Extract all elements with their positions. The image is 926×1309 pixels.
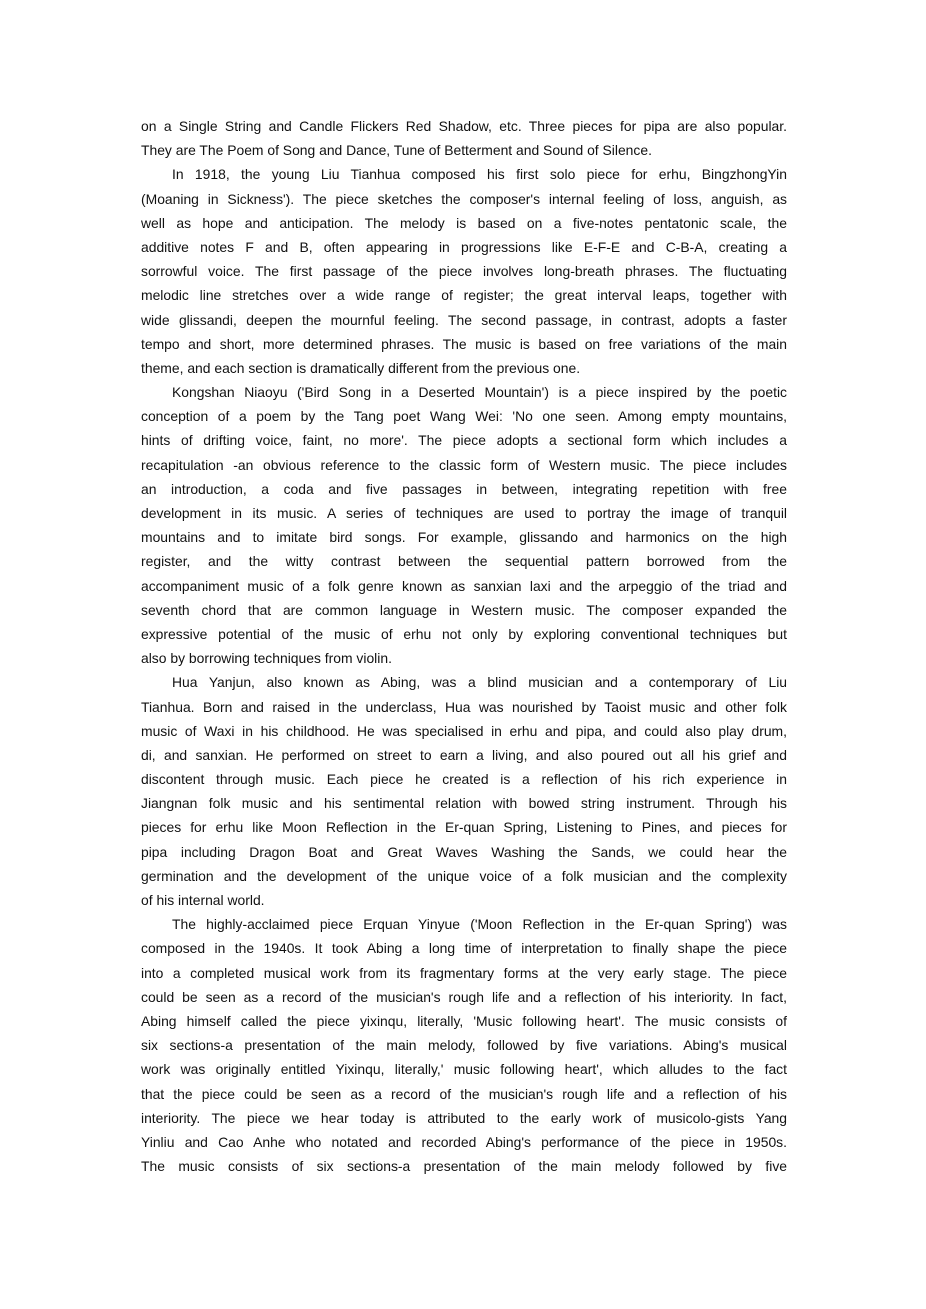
text-line: well as hope and anticipation. The melody is based on a five-notes pentatonic scale, the	[141, 214, 787, 231]
text-line: conception of a poem by the Tang poet Wang Wei: 'No one seen. Among empty mountains,	[141, 408, 787, 425]
text-line: germination and the development of the unique voice of a folk musician and the complexity	[141, 867, 787, 884]
text-line: pipa including Dragon Boat and Great Waves Washing the Sands, we could hear the	[141, 843, 787, 860]
text-line: Jiangnan folk music and his sentimental relation with bowed string instrument. Through his	[141, 795, 787, 812]
text-line: also by borrowing techniques from violin.	[141, 650, 392, 667]
text-line: They are The Poem of Song and Dance, Tune of Betterment and Sound of Silence.	[141, 142, 652, 159]
text-line: interiority. The piece we hear today is attributed to the early work of musicolo-gists Yang	[141, 1109, 787, 1126]
text-line: could be seen as a record of the musician's rough life and a reflection of his interiority. In fact,	[141, 988, 787, 1005]
text-line: additive notes F and B, often appearing in progressions like E-F-E and C-B-A, creating a	[141, 238, 787, 255]
text-line: discontent through music. Each piece he created is a reflection of his rich experience in	[141, 771, 787, 788]
text-line: The highly-acclaimed piece Erquan Yinyue ('Moon Reflection in the Er-quan Spring') was	[172, 916, 787, 933]
text-line: Kongshan Niaoyu ('Bird Song in a Deserted Mountain') is a piece inspired by the poetic	[172, 384, 787, 401]
text-line: mountains and to imitate bird songs. For example, glissando and harmonics on the high	[141, 529, 787, 546]
text-line: tempo and short, more determined phrases. The music is based on free variations of the main	[141, 335, 787, 352]
text-line: accompaniment music of a folk genre known as sanxian laxi and the arpeggio of the triad and	[141, 577, 787, 594]
text-line: recapitulation -an obvious reference to the classic form of Western music. The piece includes	[141, 456, 787, 473]
document-body	[141, 114, 787, 1178]
text-line: di, and sanxian. He performed on street to earn a living, and also poured out all his grief and	[141, 746, 787, 763]
text-line: work was originally entitled Yixinqu, literally,' music following heart', which alludes to the fact	[141, 1061, 787, 1078]
text-line: development in its music. A series of techniques are used to portray the image of tranquil	[141, 505, 787, 521]
text-line: (Moaning in Sickness'). The piece sketches the composer's internal feeling of loss, anguish, as	[141, 190, 787, 207]
text-line: sorrowful voice. The first passage of the piece involves long-breath phrases. The fluctuating	[141, 263, 787, 280]
paragraph	[141, 380, 787, 670]
text-line: into a completed musical work from its fragmentary forms at the very early stage. The piece	[141, 964, 787, 981]
text-line: Yinliu and Cao Anhe who notated and recorded Abing's performance of the piece in 1950s.	[141, 1133, 787, 1150]
text-line: Tianhua. Born and raised in the underclass, Hua was nourished by Taoist music and other folk	[141, 698, 787, 715]
text-line: Hua Yanjun, also known as Abing, was a blind musician and a contemporary of Liu	[172, 674, 787, 691]
text-line: melodic line stretches over a wide range of register; the great interval leaps, together with	[141, 287, 787, 304]
text-line: an introduction, a coda and five passages in between, integrating repetition with free	[141, 480, 787, 497]
text-line: theme, and each section is dramatically different from the previous one.	[141, 359, 581, 376]
text-line: hints of drifting voice, faint, no more'. The piece adopts a sectional form which includes a	[141, 432, 787, 449]
paragraph	[141, 670, 787, 912]
text-line: on a Single String and Candle Flickers Red Shadow, etc. Three pieces for pipa are also popular.	[141, 118, 787, 134]
paragraph	[141, 162, 787, 380]
text-line: that the piece could be seen as a record of the musician's rough life and a reflection of his	[141, 1085, 787, 1102]
text-line: Abing himself called the piece yixinqu, literally, 'Music following heart'. The music consists of	[141, 1012, 787, 1029]
text-line: music of Waxi in his childhood. He was specialised in erhu and pipa, and could also play drum,	[141, 722, 787, 739]
text-line: pieces for erhu like Moon Reflection in the Er-quan Spring, Listening to Pines, and pieces for	[141, 819, 787, 836]
text-line: seventh chord that are common language in Western music. The composer expanded the	[141, 601, 787, 618]
text-line: of his internal world.	[141, 892, 265, 908]
paragraph	[141, 912, 787, 1178]
text-line: expressive potential of the music of erhu not only by exploring conventional techniques but	[141, 625, 787, 642]
text-line: register, and the witty contrast between the sequential pattern borrowed from the	[141, 553, 787, 570]
text-line: The music consists of six sections-a presentation of the main melody followed by five	[141, 1158, 787, 1175]
text-line: composed in the 1940s. It took Abing a long time of interpretation to finally shape the piece	[141, 940, 787, 957]
paragraph	[141, 114, 787, 162]
text-line: six sections-a presentation of the main melody, followed by five variations. Abing's musical	[141, 1037, 787, 1054]
text-line: In 1918, the young Liu Tianhua composed his first solo piece for erhu, BingzhongYin	[172, 166, 787, 183]
text-line: wide glissandi, deepen the mournful feeling. The second passage, in contrast, adopts a faster	[141, 311, 787, 328]
